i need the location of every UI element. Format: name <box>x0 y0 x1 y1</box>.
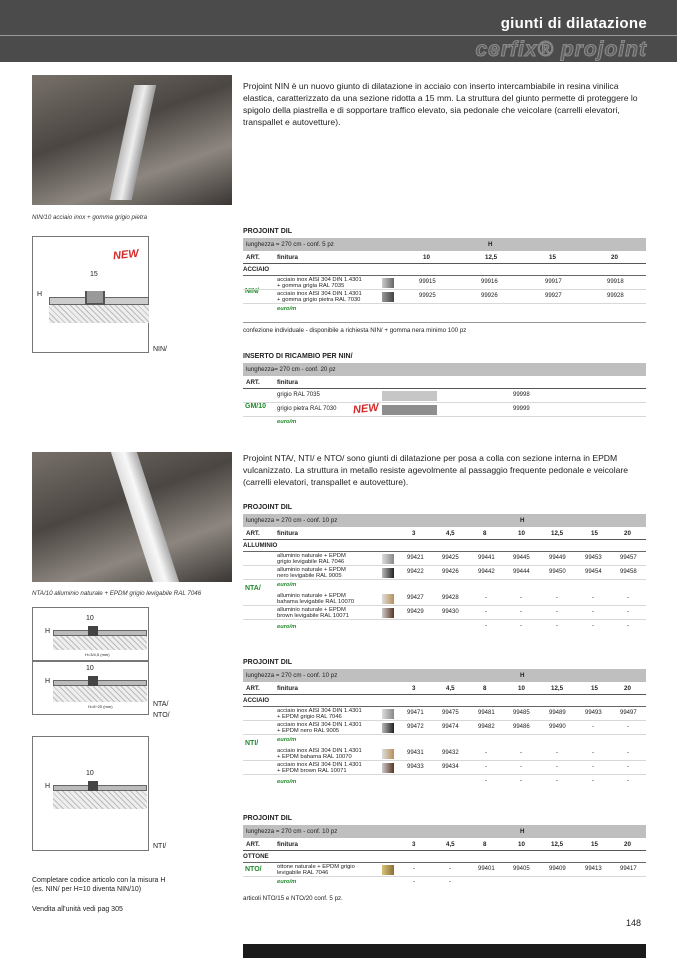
cell: 99432 <box>442 750 459 756</box>
col-header: 20 <box>624 530 631 537</box>
cell: 99450 <box>549 569 566 575</box>
substrate <box>53 686 147 702</box>
cell: - <box>449 879 451 885</box>
table-row <box>243 863 646 877</box>
rows-block <box>243 389 646 429</box>
footer-sales: Vendita all'unità vedi pag 305 <box>32 906 123 913</box>
cell: - <box>520 609 522 615</box>
col-header: 15 <box>591 841 598 848</box>
cell: 99430 <box>442 609 459 615</box>
finitura-header: finitura <box>277 254 298 261</box>
table-nto <box>243 812 646 902</box>
table-row <box>243 403 646 417</box>
article-code: NTO/ <box>245 866 262 873</box>
cell: 99413 <box>585 866 602 872</box>
height-label: H <box>37 291 43 298</box>
table-insert <box>243 350 646 429</box>
new-badge: NEW <box>112 247 140 263</box>
cell: 99497 <box>620 710 637 716</box>
cell: 99441 <box>478 555 495 561</box>
row-desc: alluminio naturale + EPDM <box>277 607 346 613</box>
cell: 99458 <box>620 569 637 575</box>
table-row <box>243 566 646 580</box>
cell: 99433 <box>407 764 424 770</box>
height-label: H <box>45 628 51 635</box>
cell: 99915 <box>419 279 436 285</box>
dim-label: 10 <box>86 615 94 622</box>
col-header: 15 <box>591 685 598 692</box>
h-header: H <box>520 517 525 524</box>
cell: - <box>592 764 594 770</box>
table-note: articoli NTO/15 e NTO/20 conf. 5 pz. <box>243 895 343 902</box>
art-header: ART. <box>246 841 260 848</box>
cell: 99405 <box>513 866 530 872</box>
joint-cross-section <box>85 291 105 305</box>
table-length-bar <box>243 669 646 682</box>
label-nto: NTO/ <box>153 712 170 719</box>
col-header: 12,5 <box>551 530 564 537</box>
color-swatch <box>382 568 394 578</box>
art-header: ART. <box>246 379 260 386</box>
euro-label: euro/m <box>277 879 297 885</box>
footer-note: (es. NIN/ per H=10 diventa NIN/10) <box>32 886 142 893</box>
column-headers <box>243 527 646 540</box>
col-header: 4,5 <box>446 841 455 848</box>
product-photo-nin <box>32 75 232 205</box>
cell: 99918 <box>607 279 624 285</box>
dim-note: H=8÷20 (mm) <box>88 704 113 709</box>
row-desc: + EPDM nero RAL 9005 <box>277 728 340 734</box>
h-header: H <box>488 241 493 248</box>
cell: - <box>627 623 629 629</box>
color-swatch <box>382 594 394 604</box>
cell: 99427 <box>407 595 424 601</box>
article-code: NIN/ <box>245 288 259 295</box>
row-desc: ottone naturale + EPDM grigio <box>277 864 355 870</box>
euro-label: euro/m <box>277 737 297 743</box>
cell: - <box>627 595 629 601</box>
cell: 99925 <box>419 293 436 299</box>
cell: 99428 <box>442 595 459 601</box>
table-row <box>243 761 646 775</box>
row-desc: + gomma grigia RAL 7035 <box>277 283 345 289</box>
row-desc: acciaio inox AISI 304 DIN 1.4301 <box>277 762 362 768</box>
cell: 99442 <box>478 569 495 575</box>
color-swatch <box>382 749 394 759</box>
table-length-bar <box>243 825 646 838</box>
cell: - <box>592 623 594 629</box>
row-desc: grigio levigabile RAL 7046 <box>277 559 345 565</box>
col-header: 20 <box>624 685 631 692</box>
col-header: 10 <box>423 254 430 261</box>
cell: - <box>592 609 594 615</box>
col-header: 15 <box>549 254 556 261</box>
cell: - <box>485 595 487 601</box>
cell: - <box>485 609 487 615</box>
cell: - <box>627 778 629 784</box>
row-desc: acciaio inox AISI 304 DIN 1.4301 <box>277 291 362 297</box>
table-nin <box>243 225 646 334</box>
cell: - <box>556 778 558 784</box>
rows-block <box>243 276 646 316</box>
cell: 99471 <box>407 710 424 716</box>
table-title: PROJOINT DIL <box>243 659 293 666</box>
cell: - <box>449 866 451 872</box>
cell: - <box>485 623 487 629</box>
cell: 99489 <box>549 710 566 716</box>
col-header: 8 <box>483 841 487 848</box>
cell: 99482 <box>478 724 495 730</box>
cell: 99429 <box>407 609 424 615</box>
brand-name: cerfix® projoint <box>475 38 647 61</box>
length-text: lunghezza = 270 cm - conf. 10 pz <box>246 672 338 679</box>
length-text: lunghezza = 270 cm - conf. 5 pz <box>246 241 334 248</box>
substrate <box>53 636 147 650</box>
table-title: PROJOINT DIL <box>243 815 293 822</box>
finitura-header: finitura <box>277 530 298 537</box>
col-header: 20 <box>624 841 631 848</box>
cell: 99444 <box>513 569 530 575</box>
intro-nin: Projoint NIN è un nuovo giunto di dilatazione in acciaio con inserto intercambiabile in resina vinilica elastica, caratterizzato da una sezione ridotta a 15 mm. La struttura del giunto permette di proteggere lo spigolo della piastrella e di sopportare traffico elevato, sia pedonale che veicolare (carrelli elevatori, transpallet e autovetture). <box>243 81 638 127</box>
rows-block <box>243 707 646 793</box>
cell: 99449 <box>549 555 566 561</box>
col-header: 10 <box>518 685 525 692</box>
cell: 99927 <box>545 293 562 299</box>
cell: 99475 <box>442 710 459 716</box>
table-row <box>243 290 646 304</box>
table-row <box>243 707 646 721</box>
table-row <box>243 276 646 290</box>
color-swatch <box>382 763 394 773</box>
cell: 99481 <box>478 710 495 716</box>
substrate <box>53 791 147 809</box>
cell: 99474 <box>442 724 459 730</box>
cell: 99454 <box>585 569 602 575</box>
color-swatch <box>382 278 394 288</box>
label-nin: NIN/ <box>153 346 167 353</box>
cell: - <box>556 764 558 770</box>
cell: 99917 <box>545 279 562 285</box>
table-title: PROJOINT DIL <box>243 228 293 235</box>
finitura-header: finitura <box>277 379 298 386</box>
cell: - <box>627 609 629 615</box>
section-heading: ACCIAIO <box>243 264 646 276</box>
art-header: ART. <box>246 254 260 261</box>
row-desc: brown levigabile RAL 10071 <box>277 613 349 619</box>
cell: - <box>485 778 487 784</box>
table-nta <box>243 501 646 638</box>
height-label: H <box>45 678 51 685</box>
cell: 99485 <box>513 710 530 716</box>
cell: - <box>627 724 629 730</box>
dim-label: 15 <box>90 271 98 278</box>
finitura-header: finitura <box>277 685 298 692</box>
cell: 99422 <box>407 569 424 575</box>
row-desc: acciaio inox AISI 304 DIN 1.4301 <box>277 748 362 754</box>
col-header: 8 <box>483 685 487 692</box>
cell: - <box>592 724 594 730</box>
row-desc: + EPDM bahama RAL 10070 <box>277 754 352 760</box>
col-header: 3 <box>412 530 416 537</box>
table-title: PROJOINT DIL <box>243 504 293 511</box>
table-nti <box>243 656 646 793</box>
row-desc: + gomma grigio pietra RAL 7030 <box>277 297 361 303</box>
cell: 99490 <box>549 724 566 730</box>
color-swatch <box>382 865 394 875</box>
cell: - <box>485 764 487 770</box>
joint-profile <box>110 85 156 200</box>
joint-profile <box>111 452 179 582</box>
header-divider <box>0 35 677 36</box>
label-nti: NTI/ <box>153 843 167 850</box>
new-badge: NEW <box>352 401 380 417</box>
column-headers <box>243 376 646 389</box>
cell: 99409 <box>549 866 566 872</box>
section-heading: ALLUMINIO <box>243 540 646 552</box>
art-header: ART. <box>246 685 260 692</box>
cell: 99425 <box>442 555 459 561</box>
cell: - <box>556 750 558 756</box>
euro-label: euro/m <box>277 306 297 312</box>
cell: - <box>627 750 629 756</box>
cell: 99431 <box>407 750 424 756</box>
photo-caption-2: NTA/10 alluminio naturale + EPDM grigio levigabile RAL 7046 <box>32 590 202 597</box>
table-note: confezione individuale - disponibile a richiesta NIN/ + gomma nera minimo 100 pz <box>243 322 646 334</box>
column-headers <box>243 251 646 264</box>
length-text: lunghezza = 270 cm - conf. 10 pz <box>246 517 338 524</box>
col-header: 12,5 <box>485 254 498 261</box>
table-row <box>243 592 646 606</box>
row-desc: acciaio inox AISI 304 DIN 1.4301 <box>277 722 362 728</box>
cell: - <box>520 778 522 784</box>
cell: 99486 <box>513 724 530 730</box>
finitura-header: finitura <box>277 841 298 848</box>
euro-label: euro/m <box>277 419 297 425</box>
col-header: 10 <box>518 841 525 848</box>
table-length-bar <box>243 514 646 527</box>
cell: 99928 <box>607 293 624 299</box>
cell: - <box>520 750 522 756</box>
h-header: H <box>520 828 525 835</box>
color-swatch <box>382 292 394 302</box>
intro-nta: Projoint NTA/, NTI/ e NTO/ sono giunti di dilatazione per posa a colla con sezione interna in EPDM vulcanizzato. La struttura in metallo resiste agevolmente al passaggio frequente pedonale e veicolare (carrelli elevatori, transpallet e autovetture). <box>243 453 629 487</box>
col-header: 3 <box>412 685 416 692</box>
cell: 99999 <box>513 406 530 412</box>
substrate <box>49 305 149 323</box>
cell: - <box>627 764 629 770</box>
row-desc: alluminio naturale + EPDM <box>277 567 346 573</box>
col-header: 4,5 <box>446 685 455 692</box>
cell: 99493 <box>585 710 602 716</box>
cell: - <box>520 764 522 770</box>
footer-bar <box>243 944 646 958</box>
cell: 99434 <box>442 764 459 770</box>
article-code: GM/10 <box>245 403 267 410</box>
cell: 99417 <box>620 866 637 872</box>
cell: - <box>413 879 415 885</box>
color-swatch <box>382 405 437 415</box>
diagram-nti <box>32 736 149 851</box>
row-desc: + EPDM brown RAL 10071 <box>277 768 347 774</box>
rows-block <box>243 863 646 891</box>
row-desc: acciaio inox AISI 304 DIN 1.4301 <box>277 277 362 283</box>
color-swatch <box>382 709 394 719</box>
cell: 99457 <box>620 555 637 561</box>
table-row <box>243 606 646 620</box>
color-swatch <box>382 608 394 618</box>
cell: 99926 <box>481 293 498 299</box>
cell: 99916 <box>481 279 498 285</box>
section-heading: OTTONE <box>243 851 646 863</box>
color-swatch <box>382 391 437 401</box>
cell: - <box>520 595 522 601</box>
table-row <box>243 721 646 735</box>
cell: - <box>592 595 594 601</box>
dim-note: H=3/4,5 (mm) <box>85 652 110 657</box>
column-headers <box>243 838 646 851</box>
diagram-nto <box>32 661 149 715</box>
table-row <box>243 747 646 761</box>
table-length-bar <box>243 238 646 251</box>
cell: - <box>592 778 594 784</box>
euro-label: euro/m <box>277 624 297 630</box>
row-desc: grigio RAL 7035 <box>277 392 320 398</box>
col-header: 10 <box>518 530 525 537</box>
cell: 99426 <box>442 569 459 575</box>
euro-label: euro/m <box>277 779 297 785</box>
cell: - <box>413 866 415 872</box>
col-header: 12,5 <box>551 841 564 848</box>
diagram-nta <box>32 607 149 661</box>
table-length-bar: lunghezza= 270 cm - conf. 20 pz <box>243 363 646 376</box>
art-header: ART. <box>246 530 260 537</box>
euro-label: euro/m <box>277 582 297 588</box>
length-text: lunghezza = 270 cm - conf. 10 pz <box>246 828 338 835</box>
col-header: 15 <box>591 530 598 537</box>
dim-label: 10 <box>86 665 94 672</box>
footer-note: Completare codice articolo con la misura H <box>32 877 166 884</box>
cell: - <box>592 750 594 756</box>
row-desc: levigabile RAL 7046 <box>277 870 329 876</box>
diagram-nin <box>32 236 149 353</box>
col-header: 3 <box>412 841 416 848</box>
row-desc: alluminio naturale + EPDM <box>277 553 346 559</box>
row-desc: nero levigabile RAL 9005 <box>277 573 342 579</box>
product-photo-nta <box>32 452 232 582</box>
h-header: H <box>520 672 525 679</box>
page-number: 148 <box>626 918 642 928</box>
row-desc: + EPDM grigio RAL 7046 <box>277 714 342 720</box>
dim-label: 10 <box>86 770 94 777</box>
section-heading: ACCIAIO <box>243 695 646 707</box>
table-title: INSERTO DI RICAMBIO PER NIN/ <box>243 353 353 360</box>
color-swatch <box>382 723 394 733</box>
cell: 99998 <box>513 392 530 398</box>
cell: - <box>556 623 558 629</box>
col-header: 4,5 <box>446 530 455 537</box>
color-swatch <box>382 554 394 564</box>
table-row <box>243 552 646 566</box>
cell: 99445 <box>513 555 530 561</box>
rows-block <box>243 552 646 638</box>
cell: 99401 <box>478 866 495 872</box>
height-label: H <box>45 783 51 790</box>
column-headers <box>243 682 646 695</box>
cell: 99421 <box>407 555 424 561</box>
cell: - <box>485 750 487 756</box>
col-header: 12,5 <box>551 685 564 692</box>
label-nta: NTA/ <box>153 701 169 708</box>
cell: 99453 <box>585 555 602 561</box>
joint-cross-section <box>88 626 98 636</box>
col-header: 8 <box>483 530 487 537</box>
page-title: giunti di dilatazione <box>500 15 647 32</box>
col-header: 20 <box>611 254 618 261</box>
article-code: NTA/ <box>245 585 261 592</box>
table-row <box>243 389 646 403</box>
row-desc: bahama levigabile RAL 10070 <box>277 599 355 605</box>
photo-caption-1: NIN/10 acciaio inox + gomma grigio pietra <box>32 214 148 221</box>
article-code: NTI/ <box>245 740 259 747</box>
row-desc: alluminio naturale + EPDM <box>277 593 346 599</box>
cell: - <box>556 595 558 601</box>
cell: - <box>556 609 558 615</box>
row-desc: grigio pietra RAL 7030 <box>277 406 337 412</box>
row-desc: acciaio inox AISI 304 DIN 1.4301 <box>277 708 362 714</box>
cell: - <box>520 623 522 629</box>
cell: 99472 <box>407 724 424 730</box>
